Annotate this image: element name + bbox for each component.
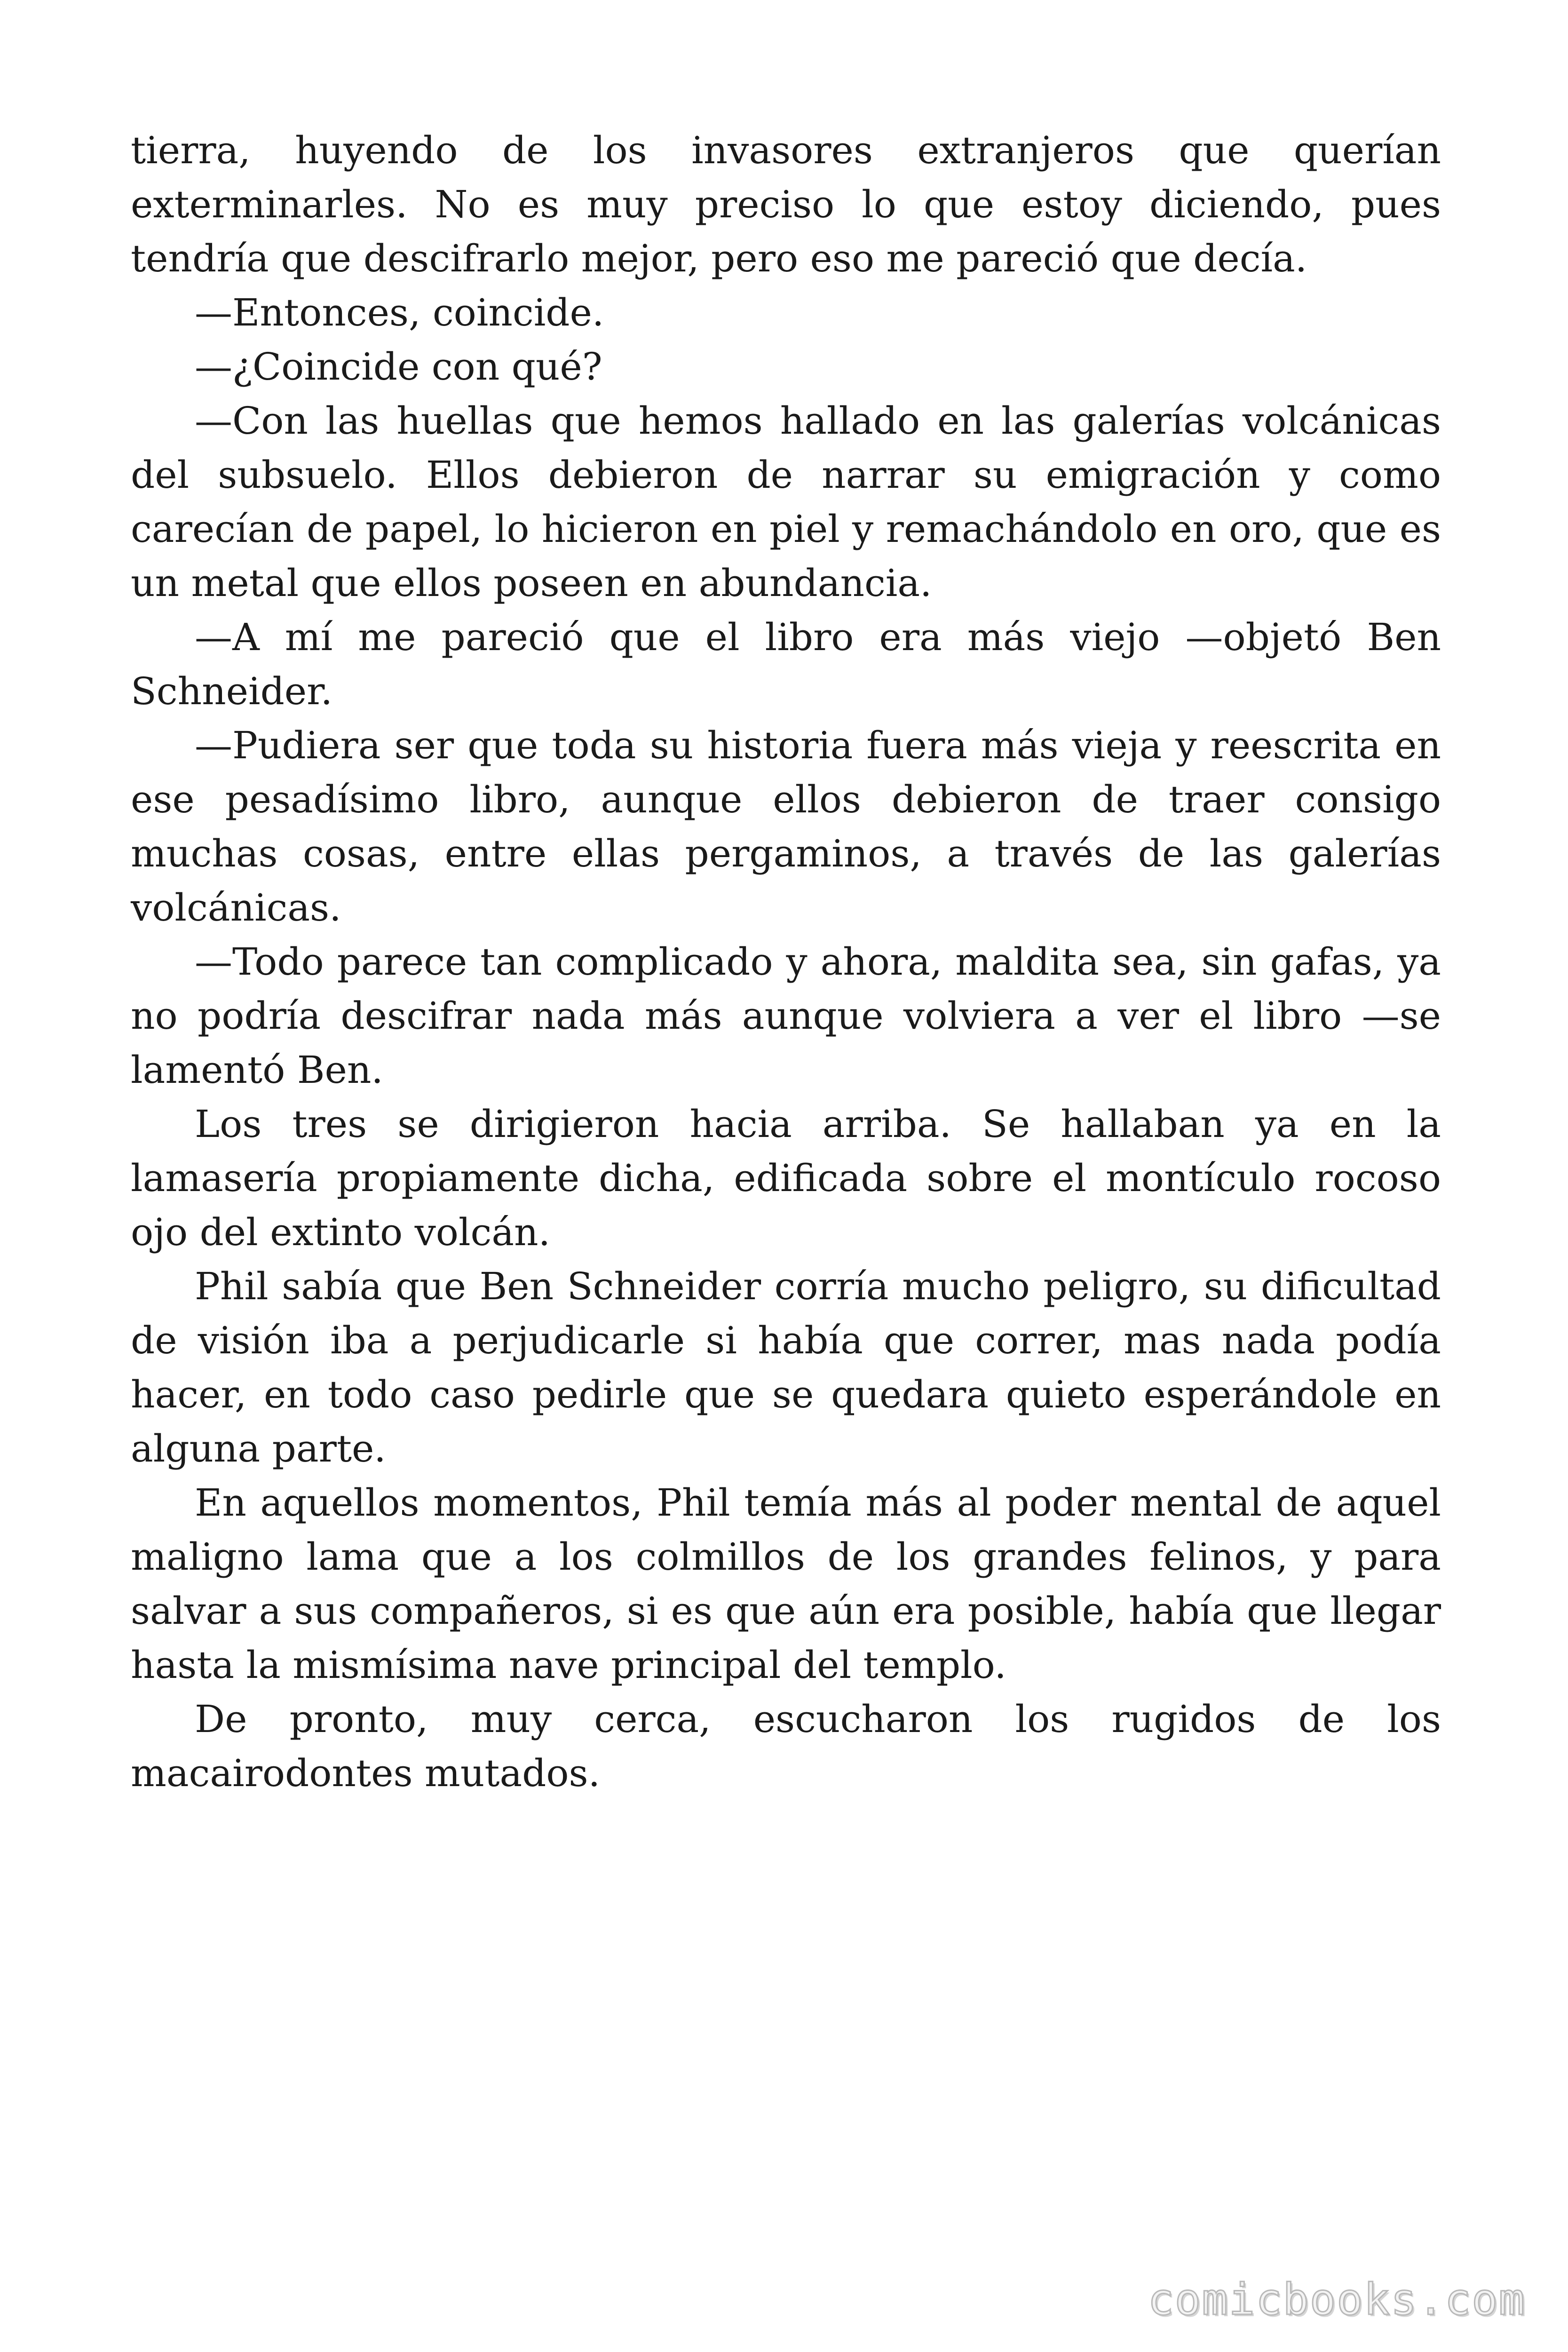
paragraph-8: Los tres se dirigieron hacia arriba. Se hallaban ya en la lamasería propiamente dicha, edificada sobre el montículo rocoso ojo del extinto volcán. [131, 1102, 1441, 1254]
paragraph-5: —A mí me pareció que el libro era más viejo —objetó Ben Schneider. [131, 615, 1441, 713]
paragraph-6: —Pudiera ser que toda su historia fuera más vieja y reescrita en ese pesadísimo libro, aunque ellos debieron de traer consigo muchas cosas, entre ellas pergaminos, a través de las galerías volcánicas. [131, 723, 1441, 930]
paragraph-9: Phil sabía que Ben Schneider corría mucho peligro, su dificultad de visión iba a perjudicarle si había que correr, mas nada podía hacer, en todo caso pedirle que se quedara quieto esperándole en alguna parte. [131, 1264, 1441, 1470]
paragraph-3: —¿Coincide con qué? [195, 345, 602, 389]
watermark: comicbooks.com [1148, 2274, 1526, 2325]
page-body [131, 123, 1441, 1800]
paragraph-1: tierra, huyendo de los invasores extranjeros que querían exterminarles. No es muy preciso lo que estoy diciendo, pues tendría que descifrarlo mejor, pero eso me pareció que decía. [131, 128, 1441, 280]
paragraph-11: De pronto, muy cerca, escucharon los rugidos de los macairodontes mutados. [131, 1697, 1441, 1795]
paragraph-10: En aquellos momentos, Phil temía más al poder mental de aquel maligno lama que a los colmillos de los grandes felinos, y para salvar a sus compañeros, si es que aún era posible, había que llegar hasta la mismísima nave principal del templo. [131, 1481, 1441, 1687]
paragraph-4: —Con las huellas que hemos hallado en las galerías volcánicas del subsuelo. Ellos debieron de narrar su emigración y como carecían de papel, lo hicieron en piel y remachándolo en oro, que es un metal que ellos poseen en abundancia. [131, 399, 1441, 605]
paragraph-2: —Entonces, coincide. [195, 291, 604, 334]
paragraph-7: —Todo parece tan complicado y ahora, maldita sea, sin gafas, ya no podría descifrar nada más aunque volviera a ver el libro —se lamentó Ben. [131, 940, 1441, 1092]
